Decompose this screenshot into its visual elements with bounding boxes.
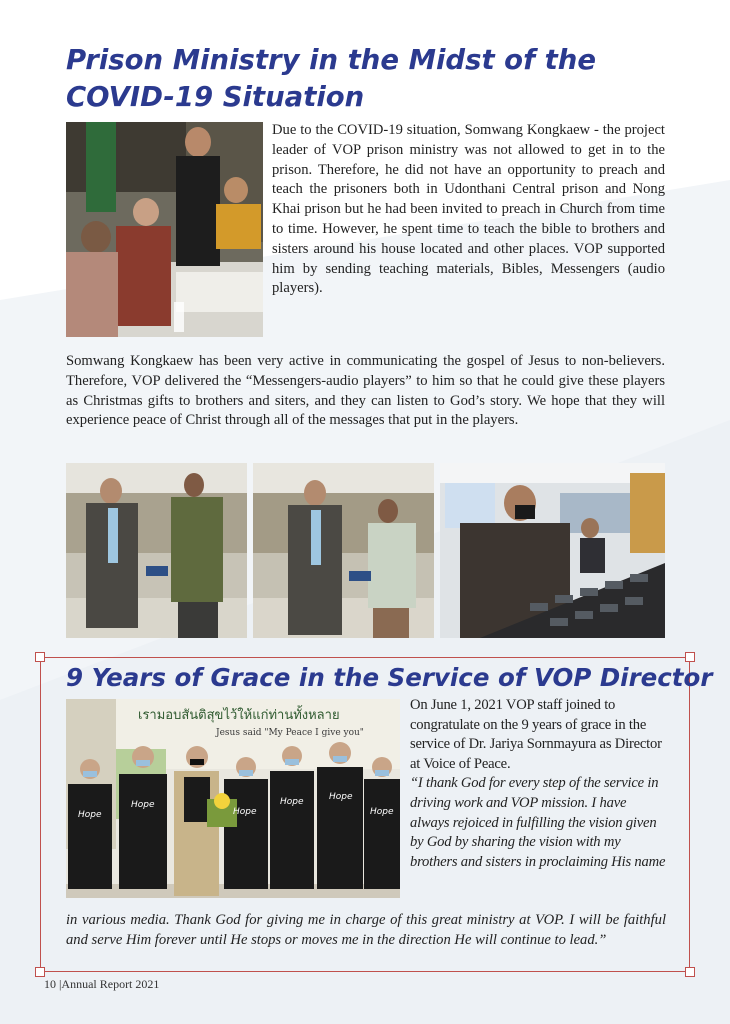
photo-gift-handover-1 — [66, 463, 247, 638]
article1-paragraph1: Due to the COVID-19 situation, Somwang Kongkaew - the project leader of VOP prison ministry was not allowed to get in to the prison. Therefore, he did not have an opportunity to preach and teach the prisoners both in Udonthani Central prison and Nong Khai prison but he had been invited to preach in Church from time to time. However, he spent time to teach the bible to brothers and sisters around his house located and other places. VOP supported him by sending teaching materials, Bibles, Messengers (audio players). — [272, 122, 665, 297]
frame-corner-top-left — [35, 652, 45, 662]
shirt-text-1: Hope — [78, 810, 102, 820]
article-title-prison-ministry: Prison Ministry in the Midst of the COVID-19 Situation — [66, 44, 596, 113]
photo-vop-staff-group — [66, 699, 400, 898]
shirt-text-2: Hope — [131, 800, 155, 810]
page-number: 10 — [44, 977, 56, 991]
photo-prison-ministry-meeting — [66, 122, 263, 337]
article2-quote-part2: in various media. Thank God for giving me in charge of this great ministry at VOP. I will be faithful and serve Him forever until He stops or moves me in the direction He will continue to lead.” — [66, 912, 666, 948]
article2-quote-part1: “I thank God for every step of the service in driving work and VOP mission. I have always rejoiced in fulfilling the vision given by God by sharing the vision with my brothers and sisters in proclaiming His name — [410, 775, 666, 870]
article2-intro: On June 1, 2021 VOP staff joined to congratulate on the 9 years of grace in the service of Dr. Jariya Sornmayura as Director at Voice of Peace. — [410, 697, 662, 772]
frame-corner-top-right — [685, 652, 695, 662]
shirt-text-4: Hope — [280, 797, 304, 807]
frame-corner-bottom-left — [35, 967, 45, 977]
article2-intro-and-quote — [410, 696, 666, 872]
photo-gift-handover-2 — [253, 463, 434, 638]
banner-thai-text: เรามอบสันติสุขไว้ให้แก่ท่านทั้งหลาย — [138, 708, 340, 723]
page-footer: 10 |Annual Report 2021 — [44, 977, 160, 991]
shirt-text-3: Hope — [233, 807, 257, 817]
shirt-text-6: Hope — [370, 807, 394, 817]
shirt-text-5: Hope — [329, 792, 353, 802]
report-name: Annual Report 2021 — [61, 977, 160, 991]
article-title-vop-director: 9 Years of Grace in the Service of VOP Director — [66, 663, 713, 692]
frame-corner-bottom-right — [685, 967, 695, 977]
article1-paragraph2: Somwang Kongkaew has been very active in communicating the gospel of Jesus to non-believers. Therefore, VOP delivered the “Messengers-audio players” to him so that he could give these players as Christmas gifts to brothers and siters, and they can listen to God’s story. We hope that they will experience peace of Christ through all of the messages that put in the players. — [66, 353, 665, 429]
photo-preparing-audio-players — [440, 463, 665, 638]
banner-english-text: Jesus said "My Peace I give you" — [216, 728, 364, 738]
